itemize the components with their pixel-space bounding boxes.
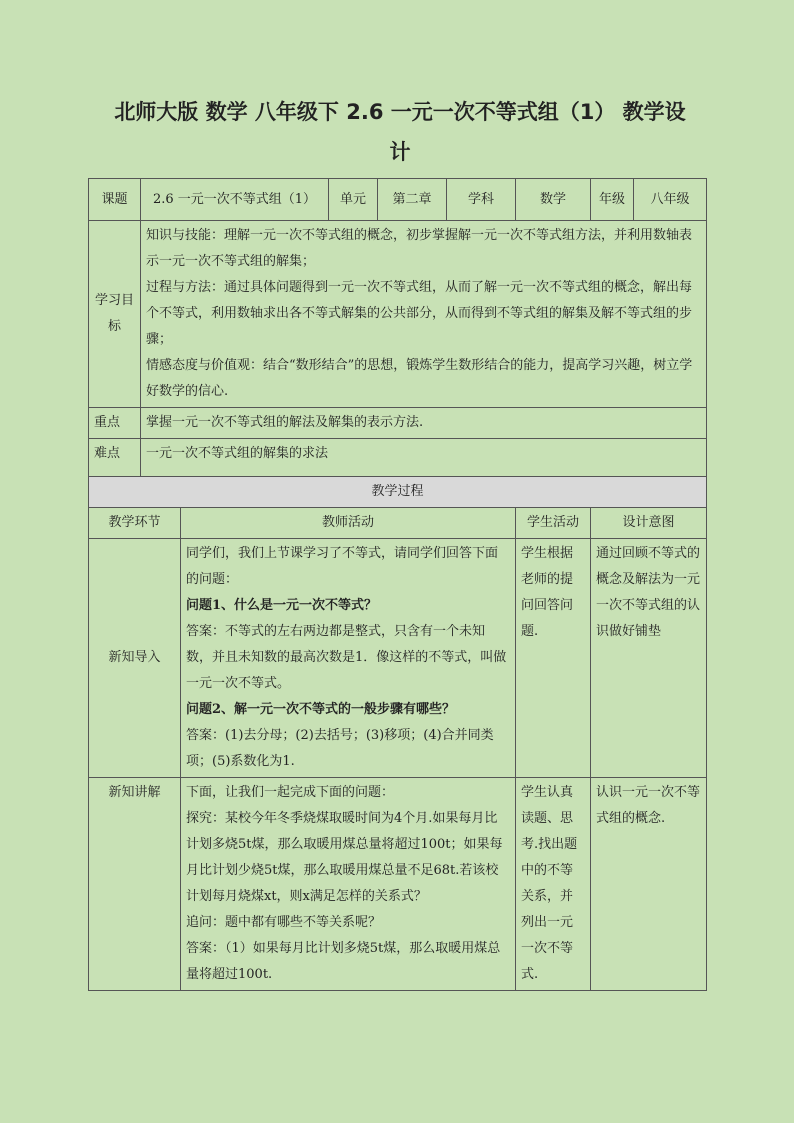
unit-label: 单元 [329,179,378,221]
process-title-row [89,477,707,508]
intro-student: 学生根据老师的提问回答问题. [516,539,591,778]
difficulty-label: 难点 [89,439,141,477]
grade-value: 八年级 [634,179,707,221]
grade-label: 年级 [591,179,634,221]
lesson-plan-table [88,178,706,991]
intro-teacher [181,539,516,778]
lecture-teacher [181,778,516,991]
header-student: 学生活动 [516,508,591,539]
topic-value: 2.6 一元一次不等式组（1） [141,179,329,221]
header-intent: 设计意图 [591,508,707,539]
title-line-2: 计 [389,140,411,164]
intro-question-2: 问题2、解一元一次不等式的一般步骤有哪些？ [186,702,456,717]
unit-value: 第二章 [378,179,447,221]
lecture-line: 下面，让我们一起完成下面的问题： [186,785,395,800]
intro-line: 同学们，我们上节课学习了不等式，请同学们回答下面的问题： [186,546,499,587]
header-teacher: 教师活动 [181,508,516,539]
subject-label: 学科 [447,179,516,221]
document-title [100,92,700,172]
key-value: 掌握一元一次不等式组的解法及解集的表示方法. [141,408,707,439]
subject-value: 数学 [516,179,591,221]
process-title: 教学过程 [89,477,707,508]
lecture-row [89,778,707,991]
title-line-1: 北师大版 数学 八年级下 2.6 一元一次不等式组（1） 教学设 [114,100,686,124]
goal-attitude: 情感态度与价值观：结合“数形结合”的思想，锻炼学生数形结合的能力，提高学习兴趣，树立学好数学的信心. [146,358,693,399]
lecture-student: 学生认真读题、思考.找出题中的不等关系，并列出一元一次不等式. [516,778,591,991]
goal-knowledge: 知识与技能：理解一元一次不等式组的概念，初步掌握解一元一次不等式组方法，并利用数轴表示一元一次不等式组的解集； [146,228,693,269]
header-stage: 教学环节 [89,508,181,539]
process-header-row [89,508,707,539]
lecture-answer: 答案：（1）如果每月比计划多烧5t煤，那么取暖用煤总量将超过100t. [186,941,501,982]
lecture-explore: 探究：某校今年冬季烧煤取暖时间为4个月.如果每月比计划多烧5t煤，那么取暖用煤总量将超过100t；如果每月比计划少烧5t煤，那么取暖用煤总量不足68t.若该校计划每月烧煤xt，则x满足怎样的关系式？ [186,811,503,904]
lecture-stage: 新知讲解 [89,778,181,991]
intro-answer-1: 答案：不等式的左右两边都是整式，只含有一个未知数，并且未知数的最高次数是1．像这样的不等式，叫做一元一次不等式。 [186,624,507,691]
intro-intent: 通过回顾不等式的概念及解法为一元一次不等式组的认识做好铺垫 [591,539,707,778]
goals-label: 学习目标 [89,221,141,408]
goal-process: 过程与方法：通过具体问题得到一元一次不等式组，从而了解一元一次不等式组的概念，解出每个不等式，利用数轴求出各不等式解集的公共部分，从而得到不等式组的解集及解不等式组的步骤； [146,280,693,347]
intro-question-1: 问题1、什么是一元一次不等式？ [186,598,378,613]
goals-row [89,221,707,408]
intro-answer-2: 答案：(1)去分母；(2)去括号；(3)移项；(4)合并同类项；(5)系数化为1. [186,728,494,769]
key-label: 重点 [89,408,141,439]
difficulty-row [89,439,707,477]
key-row [89,408,707,439]
intro-row [89,539,707,778]
difficulty-value: 一元一次不等式组的解集的求法 [141,439,707,477]
topic-label: 课题 [89,179,141,221]
info-row [89,179,707,221]
intro-stage: 新知导入 [89,539,181,778]
goals-content [141,221,707,408]
lecture-intent: 认识一元一次不等式组的概念. [591,778,707,991]
lecture-followup: 追问：题中都有哪些不等关系呢？ [186,915,382,930]
